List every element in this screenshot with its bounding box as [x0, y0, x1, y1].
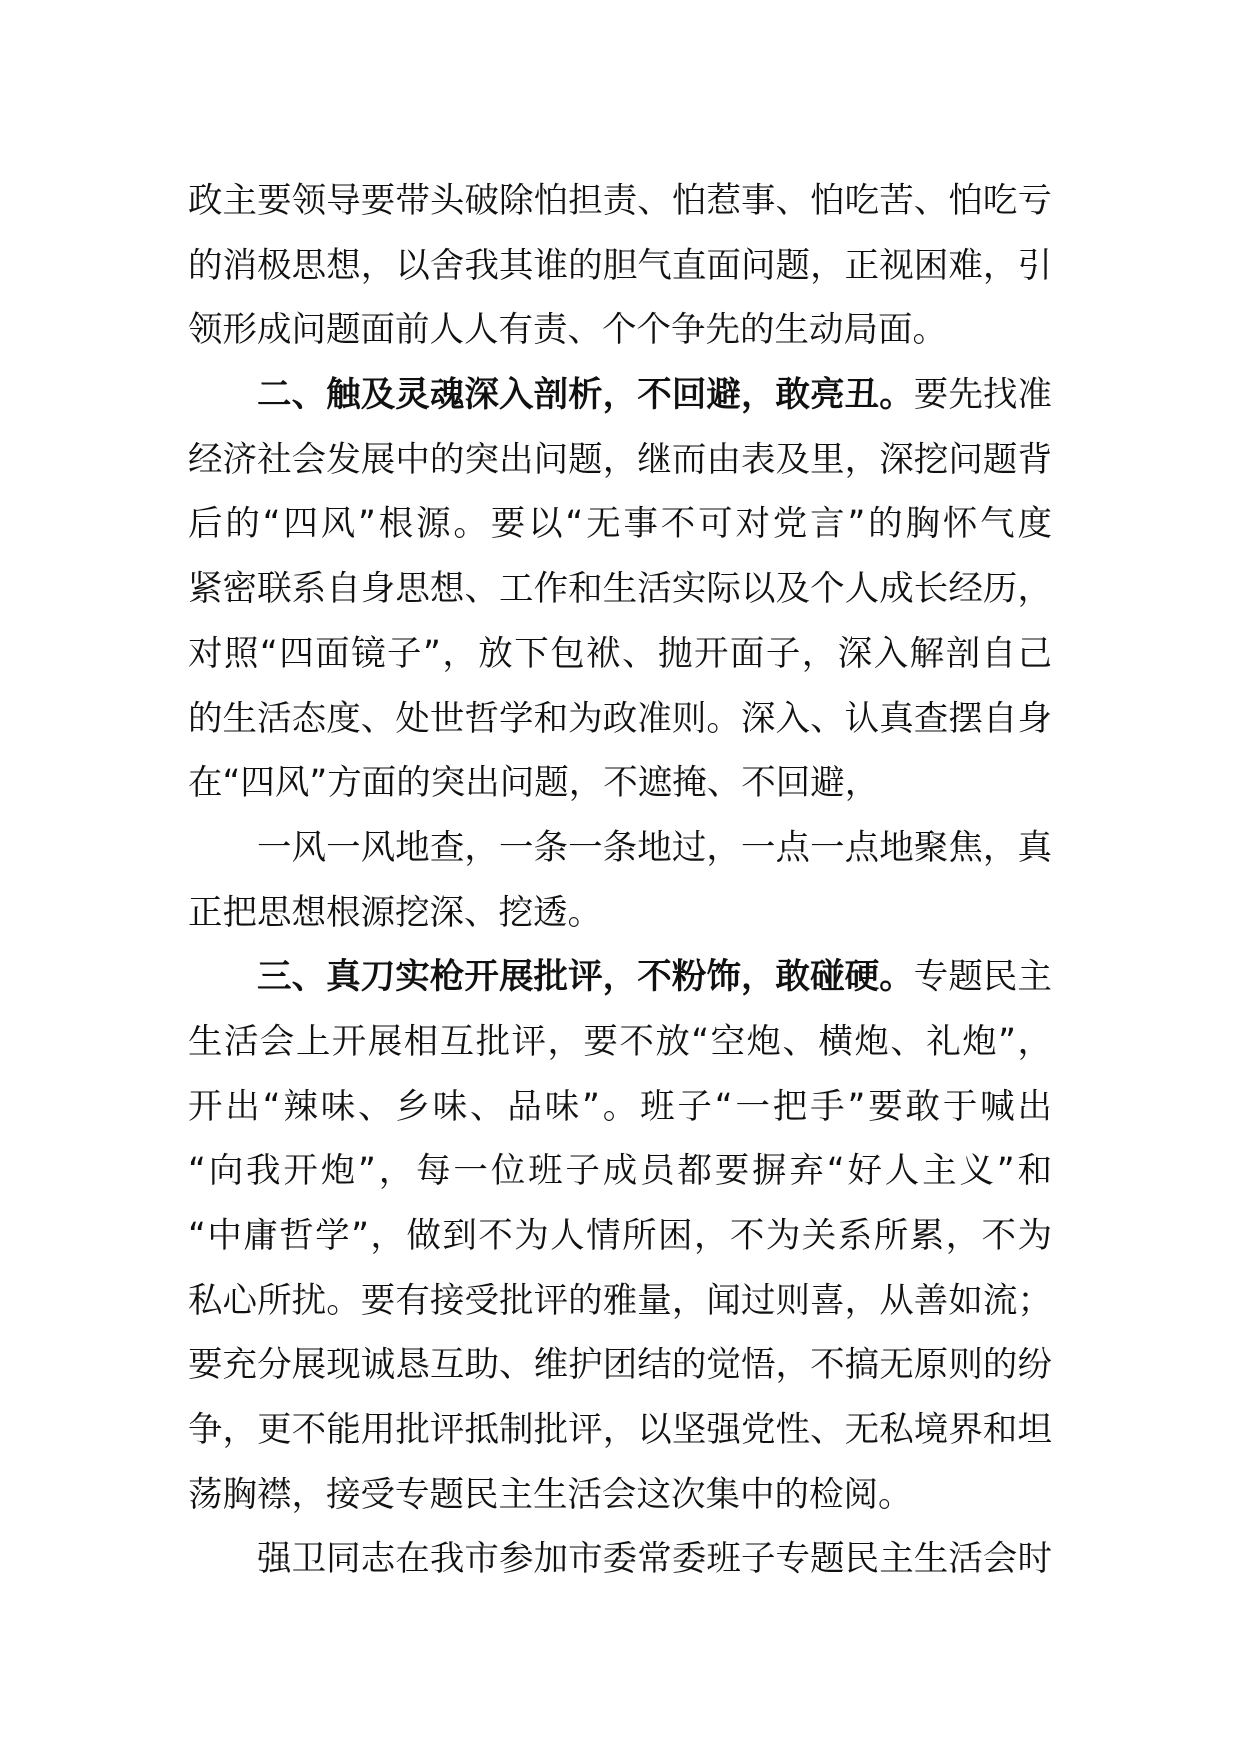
text-line: 生活会上开展相互批评，要不放“空炮、横炮、礼炮”，	[188, 1021, 1052, 1062]
text-line: 一风一风地查，一条一条地过，一点一点地聚焦，真	[257, 827, 1052, 868]
text-line: 对照“四面镜子”，放下包袱、抛开面子，深入解剖自己	[188, 633, 1052, 674]
text-line: 开出“辣味、乡味、品味”。班子“一把手”要敢于喊出	[188, 1086, 1052, 1127]
text-line: 争，更不能用批评抵制批评，以坚强党性、无私境界和坦	[188, 1410, 1052, 1451]
text-line: 荡胸襟，接受专题民主生活会这次集中的检阅。	[188, 1474, 913, 1515]
text-line: 领形成问题面前人人有责、个个争先的生动局面。	[188, 310, 947, 351]
text-span: 要先找准	[913, 375, 1052, 416]
section-heading: 二、触及灵魂深入剖析，不回避，敢亮丑。	[257, 375, 914, 416]
text-line: 紧密联系自身思想、工作和生活实际以及个人成长经历，	[188, 569, 1052, 610]
text-line: “向我开炮”，每一位班子成员都要摒弃“好人主义”和	[188, 1151, 1052, 1192]
text-line: 后的“四风”根源。要以“无事不可对党言”的胸怀气度	[188, 504, 1052, 545]
section-heading-line	[188, 363, 1052, 428]
text-span: 专题民主	[913, 957, 1052, 998]
text-line: “中庸哲学”，做到不为人情所困，不为关系所累，不为	[188, 1216, 1052, 1256]
text-line: 强卫同志在我市参加市委常委班子专题民主生活会时	[257, 1539, 1052, 1580]
section-heading-line	[188, 945, 1052, 1010]
text-line: 私心所扰。要有接受批评的雅量，闻过则喜，从善如流；	[188, 1280, 1052, 1321]
text-line: 正把思想根源挖深、挖透。	[188, 892, 602, 933]
document-body	[188, 169, 1052, 1592]
text-line: 的消极思想，以舍我其谁的胆气直面问题，正视困难，引	[188, 245, 1052, 286]
section-heading: 三、真刀实枪开展批评，不粉饰，敢碰硬。	[257, 957, 914, 998]
text-line: 在“四风”方面的突出问题，不遮掩、不回避，	[188, 763, 880, 804]
text-line: 要充分展现诚恳互助、维护团结的觉悟，不搞无原则的纷	[188, 1345, 1052, 1386]
text-line: 政主要领导要带头破除怕担责、怕惹事、怕吃苦、怕吃亏	[188, 181, 1052, 221]
text-line: 的生活态度、处世哲学和为政准则。深入、认真查摆自身	[188, 698, 1052, 739]
text-line: 经济社会发展中的突出问题，继而由表及里，深挖问题背	[188, 439, 1052, 480]
